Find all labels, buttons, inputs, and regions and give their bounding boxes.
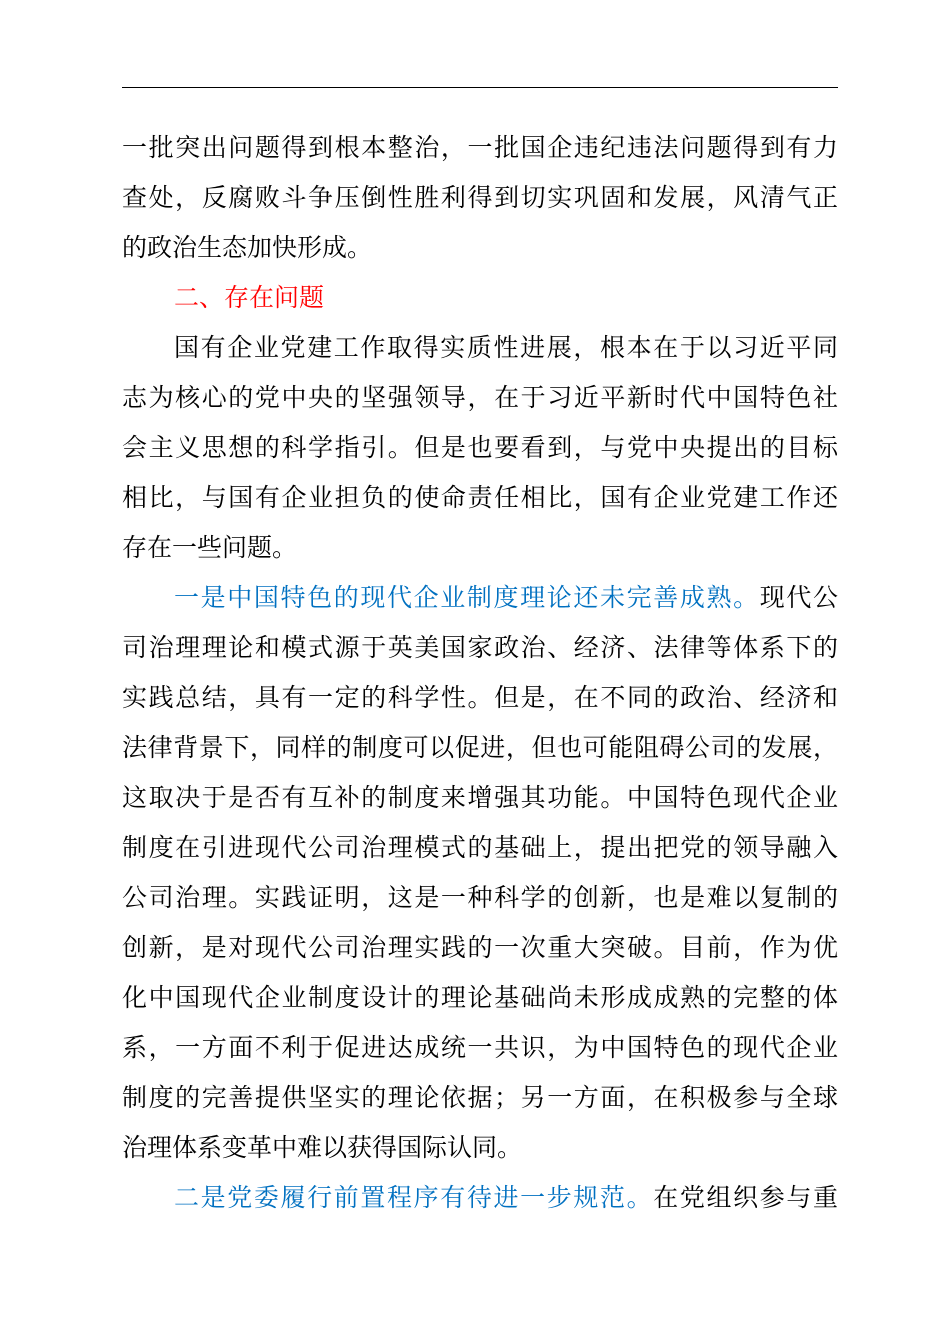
section-heading: 二、存在问题: [174, 283, 325, 312]
text-fragment: 在党组织参与重: [653, 1183, 838, 1212]
text-line: 创新，是对现代公司治理实践的一次重大突破。目前，作为优: [122, 933, 838, 962]
text-line: 制度的完善提供坚实的理论依据；另一方面，在积极参与全球: [122, 1083, 838, 1112]
paragraph-point-one: [122, 573, 838, 1173]
header-rule: [122, 87, 838, 88]
text-line: 司治理理论和模式源于英美国家政治、经济、法律等体系下的: [122, 633, 838, 662]
text-line: 法律背景下，同样的制度可以促进，但也可能阻碍公司的发展，: [122, 733, 838, 762]
text-line: 治理体系变革中难以获得国际认同。: [122, 1133, 523, 1162]
text-line: 一批突出问题得到根本整治，一批国企违纪违法问题得到有力: [122, 133, 838, 162]
text-line: 这取决于是否有互补的制度来增强其功能。中国特色现代企业: [122, 783, 838, 812]
text-fragment: 现代公: [759, 583, 838, 612]
text-line: 国有企业党建工作取得实质性进展，根本在于以习近平同: [174, 333, 838, 362]
text-line: 公司治理。实践证明，这是一种科学的创新，也是难以复制的: [122, 883, 838, 912]
text-line: [122, 573, 838, 623]
text-line: 查处，反腐败斗争压倒性胜利得到切实巩固和发展，风清气正: [122, 183, 838, 212]
text-line: 制度在引进现代公司治理模式的基础上，提出把党的领导融入: [122, 833, 838, 862]
text-line: 存在一些问题。: [122, 533, 298, 562]
text-line: 会主义思想的科学指引。但是也要看到，与党中央提出的目标: [122, 433, 838, 462]
text-line: 系，一方面不利于促进达成统一共识，为中国特色的现代企业: [122, 1033, 838, 1062]
text-line: 志为核心的党中央的坚强领导，在于习近平新时代中国特色社: [122, 383, 838, 412]
text-line: 的政治生态加快形成。: [122, 233, 373, 262]
document-body: [122, 123, 838, 1223]
text-line: 化中国现代企业制度设计的理论基础尚未形成成熟的完整的体: [122, 983, 838, 1012]
paragraph-continued: [122, 123, 838, 273]
text-line: 相比，与国有企业担负的使命责任相比，国有企业党建工作还: [122, 483, 838, 512]
paragraph-intro: [122, 323, 838, 573]
text-line: [122, 1173, 838, 1223]
topic-sentence: 一是中国特色的现代企业制度理论还未完善成熟。: [174, 583, 760, 612]
text-line: 实践总结，具有一定的科学性。但是，在不同的政治、经济和: [122, 683, 838, 712]
topic-sentence: 二是党委履行前置程序有待进一步规范。: [174, 1183, 654, 1212]
paragraph-point-two: [122, 1173, 838, 1223]
